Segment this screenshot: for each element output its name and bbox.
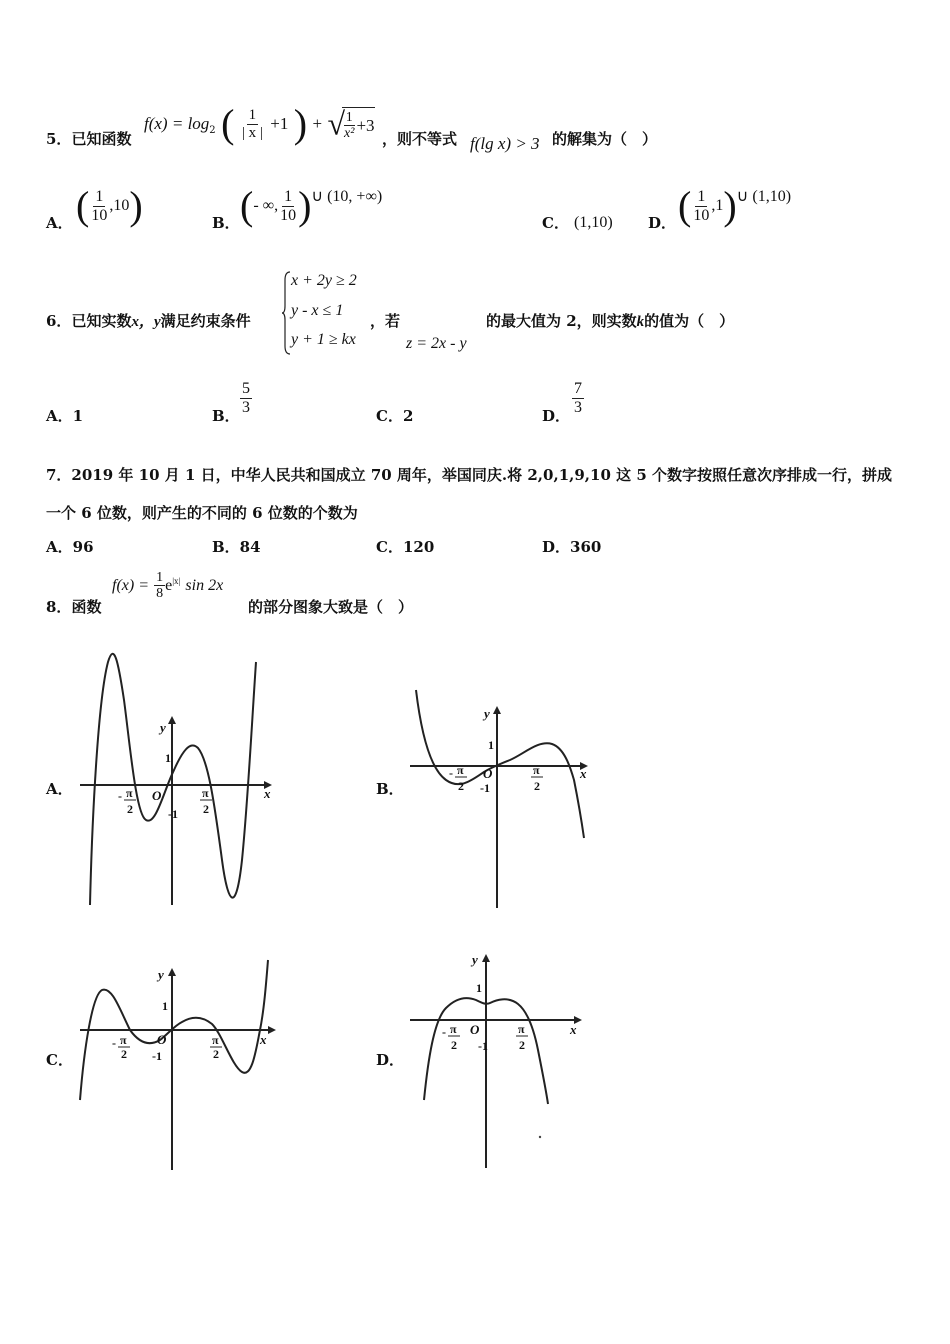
q8-formula-f: f(x) = xyxy=(112,576,149,594)
graph-d-x-label: x xyxy=(570,1022,577,1037)
q6-mid3: 的最大值为 2，则实数 xyxy=(486,312,637,330)
q8-option-c-label[interactable]: C． xyxy=(46,1051,73,1069)
graph-c-x-label: x xyxy=(260,1032,267,1047)
q6-constraint-2: y - x ≤ 1 xyxy=(291,302,344,319)
graph-d-y-label: y xyxy=(472,952,478,967)
q5-a-num: 1 xyxy=(95,187,104,205)
graph-b-origin: O xyxy=(483,766,493,781)
q8-exp-sup: |x| xyxy=(172,576,181,587)
q7-option-b[interactable]: B．84 xyxy=(212,538,261,556)
q5-sqrt-den: x² xyxy=(344,126,355,141)
graph-b-minus: - xyxy=(449,766,453,780)
graph-d-neg-two: 2 xyxy=(451,1038,457,1052)
q8-option-b-label[interactable]: B． xyxy=(376,780,404,798)
q5-d-num: 1 xyxy=(697,187,706,205)
q6-vars: x，y xyxy=(131,314,161,330)
q5-option-b-label[interactable]: B． xyxy=(212,214,240,232)
q6-number: 6． xyxy=(46,312,72,330)
q5-a-paren-close: ) xyxy=(129,183,143,228)
q5-mid: ，则不等式 xyxy=(382,130,458,148)
graph-b-pi: π xyxy=(533,763,540,777)
q5-b-head: - ∞, xyxy=(253,197,279,214)
q5-b-den: 10 xyxy=(280,206,297,224)
q8-frac-den: 8 xyxy=(156,586,164,602)
q8-exp: e xyxy=(165,576,173,594)
graph-a-pi: π xyxy=(202,786,209,800)
graph-d-speck xyxy=(539,1136,541,1138)
graph-c-neg-two: 2 xyxy=(121,1047,127,1061)
q5-frac-num: 1 xyxy=(248,107,257,123)
q8-post: 的部分图象大致是（ ） xyxy=(248,598,414,616)
q8-option-a-label[interactable]: A． xyxy=(46,780,73,798)
q7-option-d[interactable]: D．360 xyxy=(542,538,602,556)
graph-d-pi: π xyxy=(518,1022,525,1036)
graph-c-pi: π xyxy=(212,1033,219,1047)
graph-a-neg-one: -1 xyxy=(168,807,178,821)
q5-d-tail: ,1 xyxy=(711,197,724,214)
graph-b-x-label: x xyxy=(580,766,587,781)
graph-a-minus: - xyxy=(118,789,122,803)
q5-d-union: ∪ (1,10) xyxy=(736,188,792,205)
q6-constraint-3: y + 1 ≥ kx xyxy=(291,331,356,348)
q6-pre: 已知实数 xyxy=(71,312,132,330)
q7-option-c[interactable]: C．120 xyxy=(376,538,435,556)
q5-sqrt-plus: +3 xyxy=(356,115,375,135)
q8-sin: sin 2x xyxy=(185,576,224,594)
q7-line-1: 7．2019 年 10 月 1 日，中华人民共和国成立 70 周年，举国同庆.将 2,0,1,9,10 这 5 个数字按照任意次序排成一行，拼成 xyxy=(46,466,892,484)
q5-paren-close: ) xyxy=(293,101,308,146)
graph-d-minus: - xyxy=(442,1025,446,1039)
q5-option-a-label[interactable]: A． xyxy=(46,214,73,232)
q6-c-value: 2 xyxy=(402,407,414,425)
graph-a-origin: O xyxy=(152,788,162,803)
q5-b-paren-open: ( xyxy=(240,183,254,228)
q6-constraint-1: x + 2y ≥ 2 xyxy=(291,272,357,289)
q5-sqrt-num: 1 xyxy=(345,109,353,125)
q5-a-den: 10 xyxy=(91,206,108,224)
q5-post: 的解集为（ ） xyxy=(552,130,658,148)
q8-number: 8． xyxy=(46,598,72,616)
graph-c-neg-one: -1 xyxy=(152,1049,162,1063)
q5-d-paren-close: ) xyxy=(723,183,737,228)
q5-log-base: 2 xyxy=(209,124,216,136)
q6-c-label: C． xyxy=(376,407,403,425)
graph-c-two: 2 xyxy=(213,1047,219,1061)
q6-b-den: 3 xyxy=(242,398,250,416)
q6-d-den: 3 xyxy=(574,398,582,416)
graph-b-two: 2 xyxy=(534,779,540,793)
q6-option-d-label[interactable]: D． xyxy=(542,407,571,425)
q5-option-d-label[interactable]: D． xyxy=(648,214,677,232)
graph-d-origin: O xyxy=(470,1022,480,1037)
graph-c-y-label: y xyxy=(158,967,164,982)
q8-option-d-label[interactable]: D． xyxy=(376,1051,405,1069)
q5-option-c[interactable]: (1,10) xyxy=(574,214,613,231)
graph-a-one: 1 xyxy=(165,751,171,765)
q6-mid1: 满足约束条件 xyxy=(160,312,251,330)
q6-k: k xyxy=(636,314,645,330)
graph-a-y-label: y xyxy=(160,720,166,735)
q6-a-label: A． xyxy=(46,407,73,425)
graph-d-neg-one: -1 xyxy=(478,1039,488,1053)
graph-c-minus: - xyxy=(112,1036,116,1050)
q5-frac-den: | x | xyxy=(241,124,263,141)
graph-d-two: 2 xyxy=(519,1038,525,1052)
q5-plus-one: +1 xyxy=(270,114,289,133)
q8-frac-num: 1 xyxy=(156,570,164,585)
graph-c-origin: O xyxy=(157,1032,167,1047)
graph-a-neg-two: 2 xyxy=(127,802,133,816)
graph-a-x-label: x xyxy=(264,786,271,801)
q7-line-2: 一个 6 位数，则产生的不同的 6 位数的个数为 xyxy=(46,504,358,522)
graph-b-y-label: y xyxy=(484,706,490,721)
q5-a-paren-open: ( xyxy=(76,183,90,228)
q5-b-num: 1 xyxy=(284,187,293,205)
q5-d-den: 10 xyxy=(693,206,710,224)
q5-plus: + xyxy=(312,114,323,133)
q6-a-value: 1 xyxy=(72,407,84,425)
graph-d-neg-pi: π xyxy=(450,1022,457,1036)
q5-a-tail: ,10 xyxy=(109,197,130,214)
q5-option-c-label[interactable]: C． xyxy=(542,214,569,232)
q5-b-paren-close: ) xyxy=(298,183,312,228)
graph-d-one: 1 xyxy=(476,981,482,995)
graph-b-one: 1 xyxy=(488,738,494,752)
q5-d-paren-open: ( xyxy=(678,183,692,228)
graph-a-neg-pi: π xyxy=(126,786,133,800)
graph-b-neg-one: -1 xyxy=(480,781,490,795)
q6-objective: z = 2x - y xyxy=(406,335,467,352)
graph-c-one: 1 xyxy=(162,999,168,1013)
q6-d-num: 7 xyxy=(574,380,582,397)
graph-b-neg-two: 2 xyxy=(458,779,464,793)
graph-b-neg-pi: π xyxy=(457,763,464,777)
q7-option-a[interactable]: A．96 xyxy=(46,538,94,556)
graph-a-two: 2 xyxy=(203,802,209,816)
q5-pre: 已知函数 xyxy=(71,130,132,148)
q6-b-num: 5 xyxy=(242,380,250,397)
graph-c-neg-pi: π xyxy=(120,1033,127,1047)
q5-formula-f: f(x) = log xyxy=(144,114,210,133)
sqrt-icon: √ xyxy=(327,105,346,142)
q5-inequality: f(lg x) > 3 xyxy=(470,134,540,153)
q5-paren-open: ( xyxy=(221,101,235,146)
q6-post: 的值为（ ） xyxy=(644,312,735,330)
q6-mid2: ，若 xyxy=(370,312,401,330)
q5-number: 5． xyxy=(46,130,72,148)
q5-b-tail: ∪ (10, +∞) xyxy=(311,188,383,205)
q6-option-b-label[interactable]: B． xyxy=(212,407,240,425)
graph-d-y-arrow-icon xyxy=(482,954,490,962)
q8-pre: 函数 xyxy=(71,598,102,616)
